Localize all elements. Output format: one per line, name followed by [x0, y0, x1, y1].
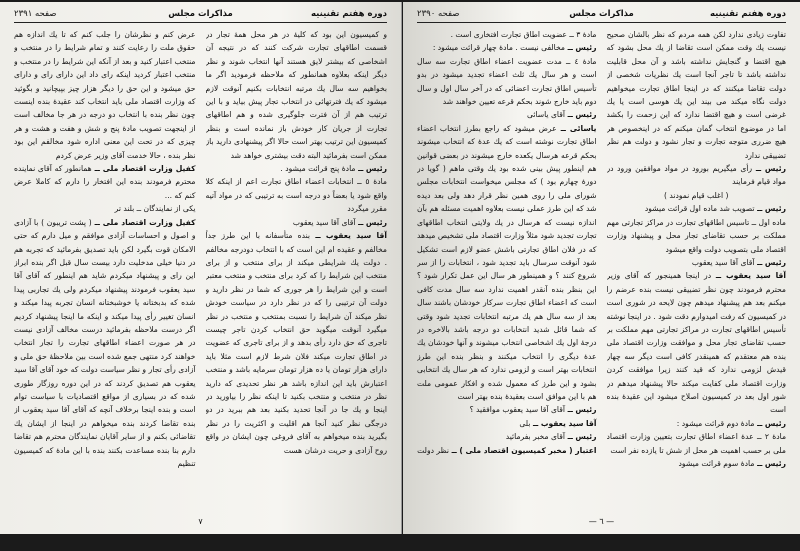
speaker-name: رئیس ــ [754, 204, 786, 214]
speech-paragraph [14, 162, 196, 202]
speech-paragraph [417, 417, 597, 430]
paragraph-text: آقای آقا سید یعقوب [691, 257, 755, 267]
paragraph-text: مادهٔ پنج قرائت میشود . [280, 164, 356, 174]
text-column [14, 28, 196, 508]
paragraph-text: عرض کنم و نظرشان را جلب کنم که تا یك اندازه هم حقوق ملت را رعایت کنند و تمام شرایط را در منتخب و منتخب اعتبار کنید و بعد از آنکه این شرایط را در منتخب و منتخب اعتبار کردید اینکه رای داد این دارای رای و دارای حق میشود و این حق را دیگر هزار چیز بپیچانید و بگوئید که وزارت اقتصاد ملی باید انتخاب کند عقیدهٔ بنده اینست چون نظر بنده با انتخاب دو درجه در هر جا مخالف است از اینجهت تصویب مادهٔ پنج و شش و هفت و هشت و هر چیزی که در تحت این معنی اداره شود مخالفم این بود نظر بنده ، حالا خدمت آقای وزیر عرض کردم [14, 30, 196, 160]
speech-paragraph [417, 403, 597, 416]
speech-paragraph [206, 216, 388, 229]
paragraph-text: در اینجا همینجور که آقای وزیر محترم فرمودند چون نظر تضییقی نیست بنده عرضم را میکنم بعد هم پیشنهاد میدهم چون لایحه در شوری است در کمیسیون که رفت امیدوارم دقت شود . در اینجا نوشته تأسیس اطاقهای تجارت در مراکز تجارتی مهم مملکت بر حسب تقاضای تجار محل و موافقت وزارت اقتصاد ملی بنده هم معتقدم که همینقدر کافی است دیگر سه چهار قیدش لزومی ندارد که قید کنند زیرا موافقت کردن وزارت اقتصاد ملی کفایت میکند حالا پیشنهاد میدهم در شور اول بعد در کمیسیون اصلاح میشود این عقیدهٔ بنده است [606, 271, 786, 415]
speech-paragraph [607, 417, 787, 430]
paragraph-text: مادهٔ ۲ ــ عدهٔ اعضاء اطاق تجارت بتعیین وزارت اقتصاد ملی بر حسب اهمیت هر محل از شش تا یازده نفر است [606, 432, 786, 455]
text-paragraph [14, 202, 196, 215]
paragraph-text: مادهٔ ٤ ــ مدت عضویت اعضاء اطاق تجارت سه سال است و هر سال یك ثلث اعضاء تجدید میشود در بدو تأسیس اطاق تجارت اعضائی که در آخر سال اول و سال دوم باید خارج شوند بحکم قرعه تعیین خواهند شد [417, 56, 597, 107]
speaker-name: رئیس ــ [752, 164, 786, 174]
paragraph-text: آقای آقا سید یعقوب موافقید ؟ [469, 405, 565, 415]
text-paragraph [607, 430, 787, 457]
speaker-name: رئیس ــ [355, 217, 387, 227]
speech-paragraph [417, 108, 597, 121]
text-column [417, 28, 597, 508]
page-number-label: صفحه ۲۳۹۰ [417, 9, 460, 19]
paragraph-text: نظر دولت [417, 445, 449, 455]
speech-paragraph [607, 256, 787, 269]
paragraph-text: و کمیسیون این بود که کلیهٔ در هر محل همهٔ تجار در قسمت اطاقهای تجارت شرکت کنند که در نتیجه آن اشخاصی که بیشتر لایق هستند آنها انتخاب شوند و نظر دیگر اینکه بعلاوه همانطور که ملاحظه فرمودید اگر ما بخواهیم سه سال یك مرتبه انتخابات بکنیم آنوقت لازم میشود که یك فترتهائی در انتخاب تجار پیش بیاید و با این ترتیب هم از آن فترت جلوگیری شده و هم اطاقهای تجارت از جریان کار خودش باز نمانده است و بنظر کمیسیون این ترتیب بهتر است حالا اگر پیشنهادی دارید باز ممکن است بفرمائید البته دقت بیشتری خواهد شد [205, 30, 387, 160]
speaker-name: رئیس ــ [754, 418, 786, 428]
speech-paragraph [607, 162, 787, 189]
speaker-name: رئیس ــ [564, 43, 597, 53]
speech-paragraph [206, 162, 388, 175]
speaker-name: رئیس ــ [754, 257, 786, 267]
speaker-name: رئیس ــ [564, 432, 597, 442]
session-label: دوره هفتم تقنینیه [311, 9, 387, 19]
paragraph-text: ( پشت تریبون ) با آزادی و اصول و احساسات آزادی موافقم و میل دارم که حتی الامکان قوت بگیرد لکن باید تصدیق بفرمائید که تجربه هم در دنیا خیلی مدخلیت دارد بیست سال قبل اگر بنده ابراز این رای و پیشنهاد میکردم شاید هم اینطور که آقای آقا سید یعقوب فرمودند پیشنهاد میکردم ولی یك تجاربی پیدا شده که بدبختانه یا خوشبختانه انسان تجربه پیدا میکند و انسان تغییر رأی پیدا میکند و اینکه ما اینجا پیشنهاد کردیم اگر درست ملاحظه بفرمائید درست مخالف آزادی نیست در هر صورت اعضاء اطاقهای تجارت را تجار انتخاب خواهند کرد منتهی جمع شده است بین ملاحظهٔ حق ملی و آزادی رأی تجار و نظر سیاست دولت که خود آقای آقا سید یعقوب هم تصدیق کردند که در این دوره روزگار طوری شده که در بسیاری از مواقع اقتصادیات با سیاست توام است و بنده اینجا برخلاف آنچه که آقای آقا سید یعقوب از بنده تقاضا کردند بنده میخواهم در اینجا از ایشان یك تقاضائی بکنم و از سایر آقایان نمایندگان محترم هم تقاضا دارم بنا بنده مساعدت بکنند بنده با این مادهٔ که کمیسیون تنظیم [14, 217, 196, 468]
header-title: مذاکرات مجلس [168, 9, 233, 19]
speaker-name: یاسائی ــ [556, 123, 597, 133]
paragraph-text: رأی میگیریم بورود در مواد موافقین ورود در مواد قیام فرمایند [606, 164, 786, 187]
header-title: مذاکرات مجلس [569, 9, 634, 19]
text-columns [14, 28, 387, 508]
speaker-name: کفیل وزارت اقتصاد ملی ــ [91, 164, 196, 174]
speech-paragraph [607, 457, 787, 470]
speaker-name: اعتبار ( مخبر کمیسیون اقتصاد ملی ) ــ [448, 445, 597, 455]
speaker-name: رئیس ــ [564, 110, 597, 120]
paragraph-text: مادهٔ ۳ ــ عضویت اطاق تجارت افتخاری است . [450, 30, 597, 39]
paragraph-text: بنده متأسفانه با این طرز جداً مخالفم و عقیده ام این است که با انتخاب دودرجه مخالفم . دولت یك شرایطی میکند از برای منتخب و از برای منتخب این شرایط را که کرد برای منتخب و منتخب معتبر است و این شرایط را هر جوری که شما در نظر دارید و دولت آن ترتیبی را که در نظر دارد در سیاست خودش نظر میکند آن شرایط را نسبت بمنتخب و منتخب در نظر میگیرد آنوقت میگوید حق انتخاب کردن تاجر چیست تاجری که حق دارد رأی بدهد و از برای تاجری که عضویت در اطاق تجارت میکند فلان شرط لازم است مثلا باید دارای هزار تومان یا ده هزار تومان سرمایه باشد و منتخب اعتبارش باید این اندازه باشد هر نظر تحدیدی که دارید نظر در منتخب و منتخب بکنید تا اینکه نظر را بیاورید در اینجا و یك جا در آنجا تحدید بکنید بعد هم ببرید در دو درجگی نظر کنید آنجا هم اقلیت و اکثریت را در نظر بگیرید بنده میخواهم به آقای فروغی چون ایشان در واقع روح آزادی و حریت درشان هست [205, 231, 387, 455]
page-2390 [403, 2, 800, 534]
paragraph-text: تفاوت زیادی ندارد لکن همه مردم که نظر بالشان صحیح نیست یك وقت ممكن است تقاضا از یك محل بشود كه هیچ اقتضا و گنجایش نداشته باشد و آن محل قابلیت نداشته باشد تا تاجر آنجا است یك نظریات شخصی از دولت تقاضا میکنند که در اینجا اطاق تجارت میخواهیم دولت نگاه میکند می بیند این یك هوسی است یا یك غرضی است و هیچ اقتضا ندارد که این زحمت را بکشد اما در موضوع انتخاب گمان میکنم که در اینخصوص هر هیچ ضرری متوجه تجارت و تجار نشود و دولت هم نظر تضییقی ندارد [606, 30, 786, 160]
speaker-name: آقا سید یعقوب ــ [310, 231, 387, 241]
session-label: دوره هفتم تقنینیه [710, 9, 786, 19]
speech-paragraph [607, 269, 787, 416]
page-footer-number: ۷ [198, 517, 203, 526]
speaker-name: رئیس ــ [355, 164, 387, 174]
text-paragraph [417, 28, 597, 41]
speech-paragraph [417, 122, 597, 404]
speaker-name: رئیس ــ [754, 459, 786, 468]
text-paragraph [206, 28, 388, 162]
speaker-name: کفیل وزارت اقتصاد ملی ــ [91, 217, 196, 227]
text-paragraph [607, 189, 787, 202]
paragraph-text: مادهٔ سوم قرائت میشود [678, 459, 755, 468]
page-footer-number: — ٦ — [588, 517, 615, 526]
text-columns [417, 28, 786, 508]
paragraph-text: بلی [519, 418, 531, 428]
speaker-name: آقا سید یعقوب ــ [530, 418, 597, 428]
speech-paragraph [417, 430, 597, 443]
text-paragraph [417, 55, 597, 109]
text-column [206, 28, 388, 508]
text-paragraph [607, 28, 787, 162]
speaker-name: رئیس ــ [564, 405, 597, 415]
page-header [14, 8, 387, 23]
paragraph-text: تصویب شد ماده اول قرائت میشود [644, 204, 755, 214]
speech-paragraph [14, 216, 196, 471]
page-header [417, 8, 786, 23]
speech-paragraph [417, 41, 597, 54]
paragraph-text: عرض میشود که راجع بطرز انتخاب اعضاء اطاق تجارت نوشته است که یك عدهٔ که انتخاب میشوند بحکم قرعه هرسال یکعده خارج میشوند در بعضی قوانین هم اینطور پیش بینی شده بود یك وقتی ماهم ( گویا در دورهٔ چهارم بود ) که مجلس میخواست انتخابات مجلس شورای ملی را روی همین نظر قرار دهد ولی بعد دیده شد که این طرز عملی نیست بعلاوه اهمیت مسئله هم بآن اندازه نیست که هرسال در یك ولایتی انتخاب اطاقهای تجارت تجدید شود مثلاً وزارت اقتصاد ملی تشخیص میدهد که در فلان اطاق تجارتی باشش عضو لازم است تشکیل شود آنوقت سرسال باید تجدید شود ، انتخابات را از سر شروع کنند ؟ و همینطور هر سال این عمل تکرار شود ؟ این بنظر بنده آنقدر اهمیت ندارد سه سال مدت کافی است که اعضاء اطاق تجارت سرکار خودشان باشند سال بعد از سه سال هم یك مرتبه انتخابات تجدید شود وقتی که شما قائل شدید انتخابات دو درجه باشد بالاخره در درجهٔ اول یك اشخاصی انتخاب میشوند و آنها خودشان یك عدهٔ دیگری را انتخاب میکنند و بنظر بنده این طرز انتخابات بهتر است و لزومی ندارد که هر سال یك انتخابی بشود و این طرز که معمول شده و افکار عمومی ملت هم با این موافق است بعقیدهٔ بنده بهتر است [417, 123, 597, 401]
speech-paragraph [607, 202, 787, 215]
paragraph-text: مادهٔ دوم قرائت میشود : [676, 418, 755, 428]
paragraph-text: ( اغلب قیام نمودند ) [664, 190, 729, 200]
paragraph-text: آقای یاسائی [526, 110, 565, 120]
paragraph-text: مخالفی نیست . مادهٔ چهار قرائت میشود : [432, 43, 565, 53]
paragraph-text: یکی از نمایندگان ــ بلند تر [114, 204, 196, 214]
text-paragraph [206, 175, 388, 215]
paragraph-text: مادهٔ ٥ ــ انتخابات اعضاء اطاق تجارت اعم از اینکه کلا واقع شود یا بعضاً دو درجه است به ترتیبی که در مواد آتیه مقرر میگردد [205, 177, 387, 214]
text-paragraph [607, 216, 787, 256]
text-paragraph [14, 28, 196, 162]
page-2391 [0, 2, 402, 534]
paragraph-text: آقای آقا سید یعقوب [292, 217, 356, 227]
paragraph-text: ماده اول ــ تاسیس اطاقهای تجارت در مراکز تجارتی مهم مملکت بر حسب تقاضای تجار محل و پیشنهاد وزارت اقتصاد ملی بتصویب دولت واقع میشود [606, 217, 786, 254]
page-number-label: صفحه ۲۳۹۱ [14, 9, 57, 19]
speaker-name: آقا سید یعقوب ــ [711, 271, 786, 281]
text-column [607, 28, 787, 508]
speech-paragraph [206, 229, 388, 457]
paragraph-text: آقای مخبر بفرمائید [505, 432, 565, 442]
paragraph-text: همانطور که آقای نماینده محترم فرمودند بنده این افتخار را دارم که کاملا عرض کنم که ... [14, 164, 196, 200]
speech-paragraph [417, 444, 597, 457]
